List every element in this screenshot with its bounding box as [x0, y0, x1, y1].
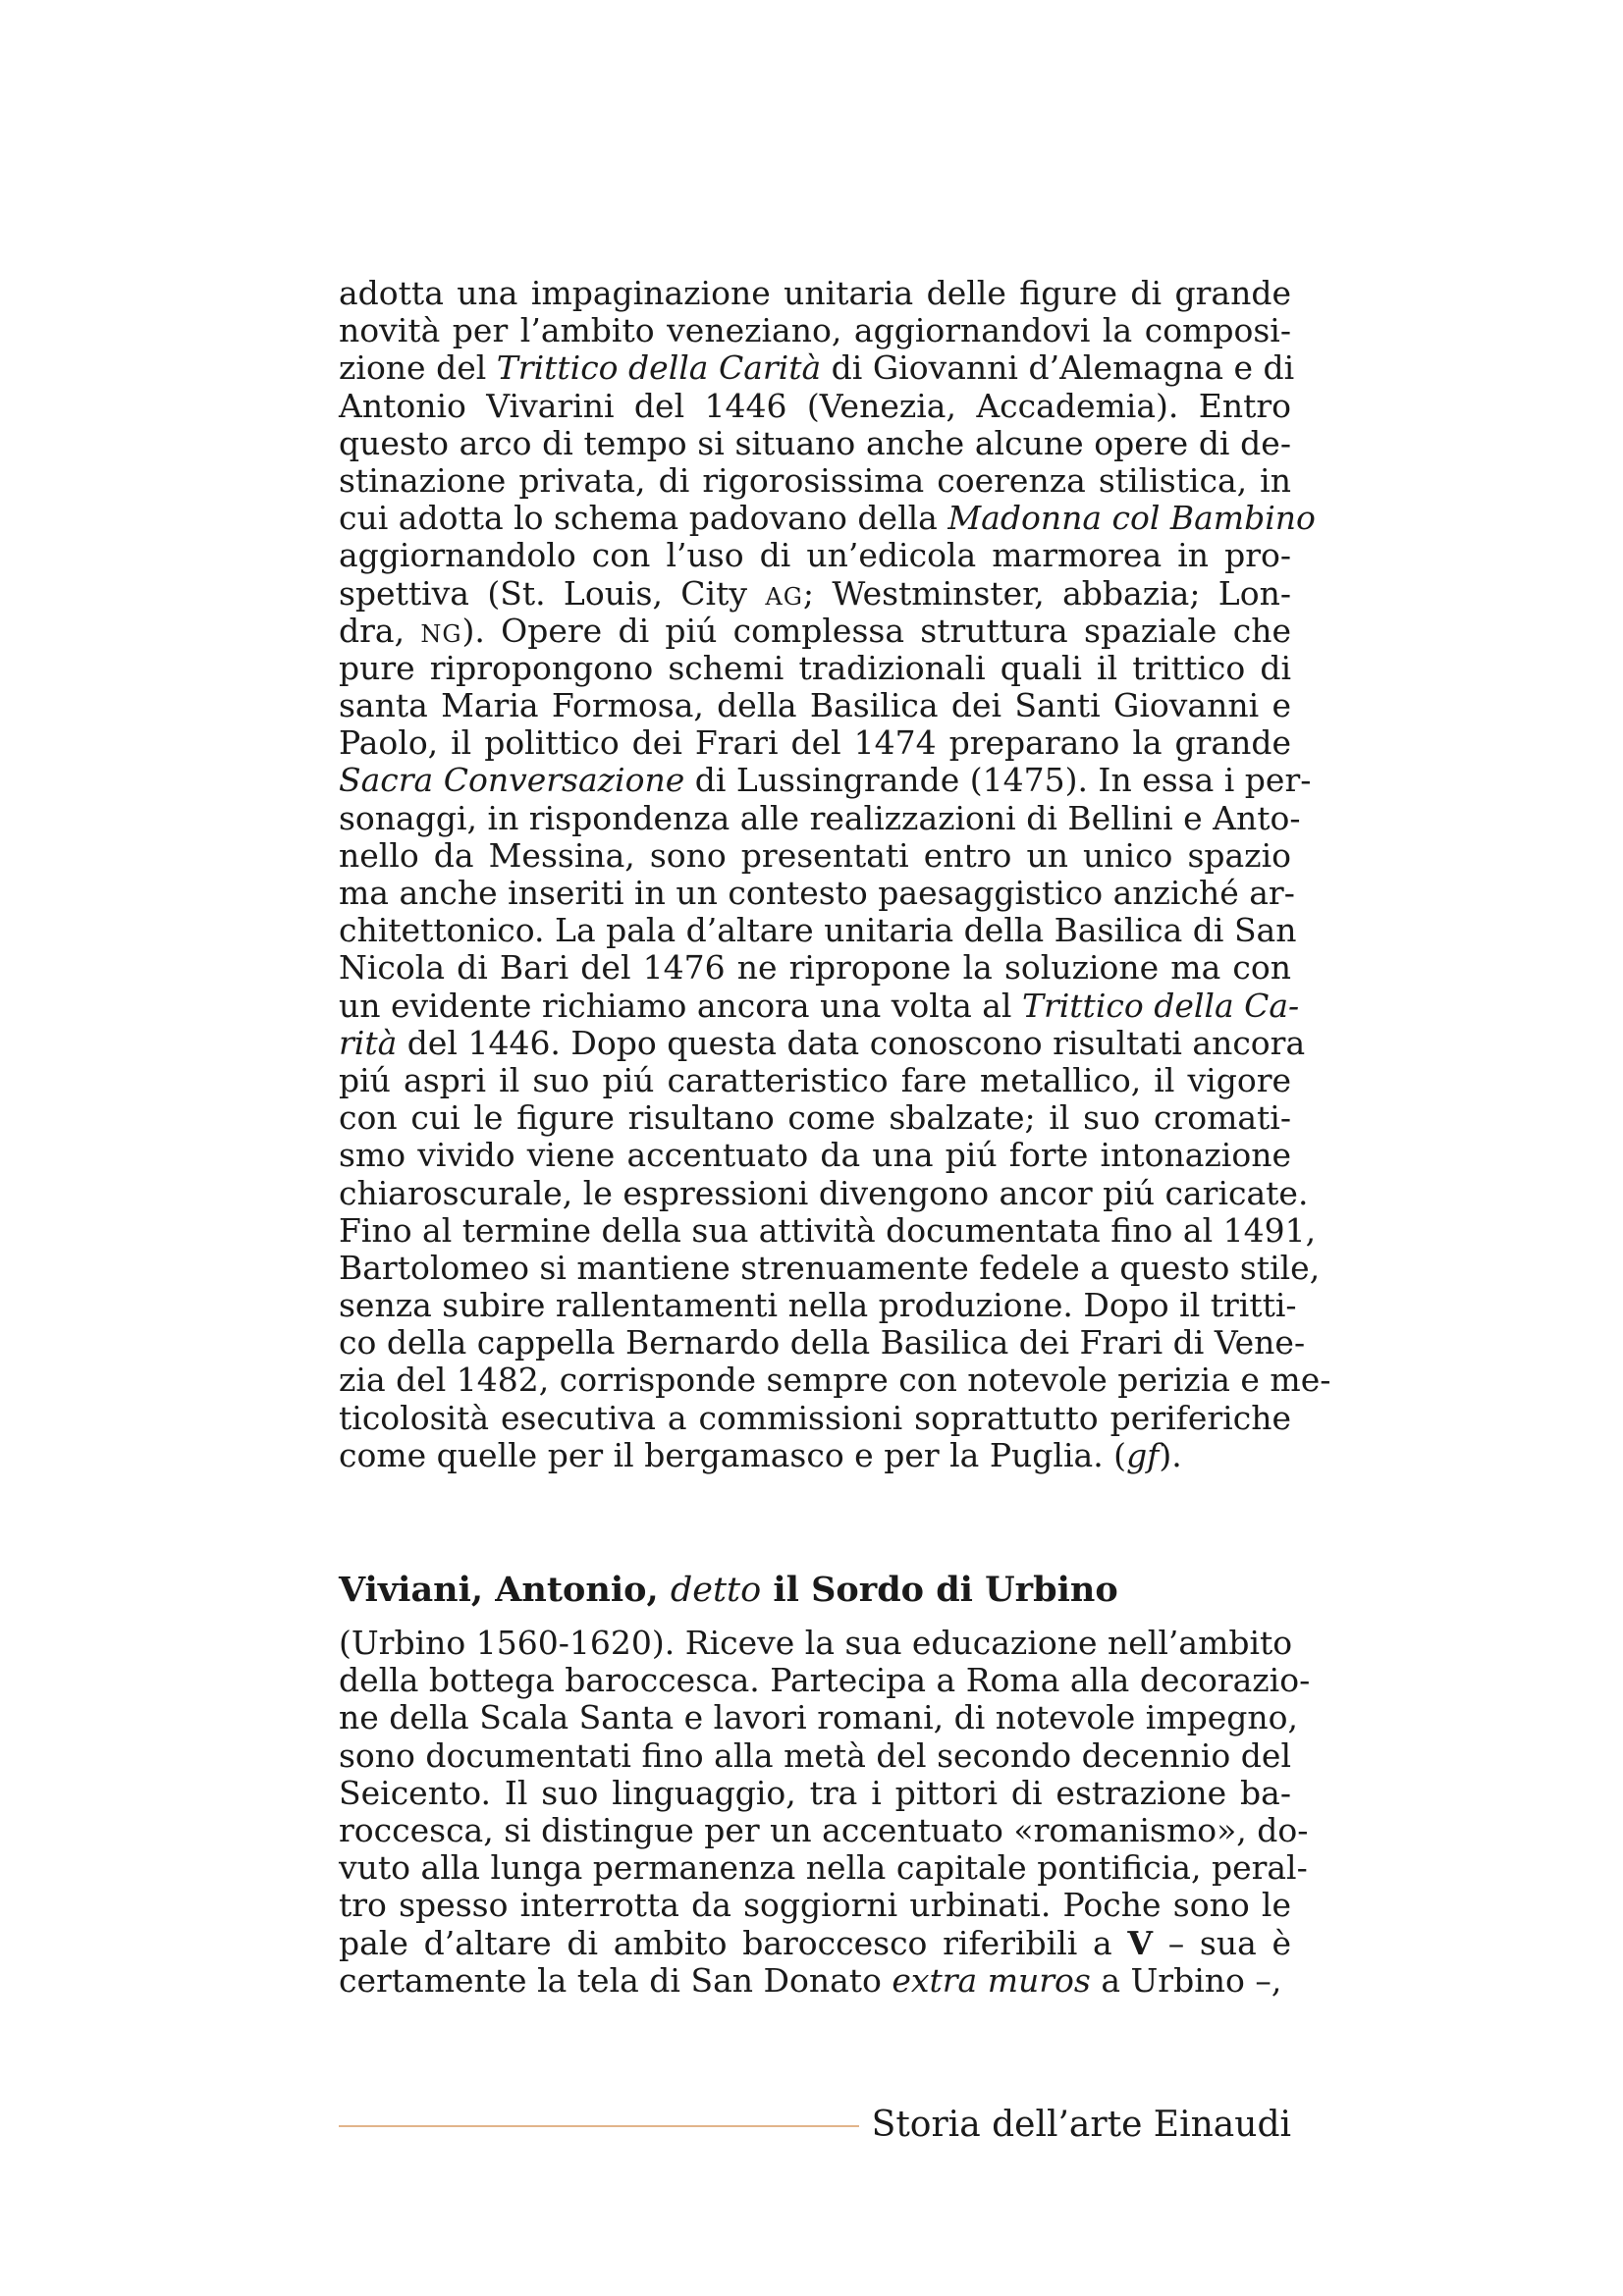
- text-line: [339, 575, 1291, 613]
- text-run: – sua è: [1153, 1923, 1291, 1962]
- text-run: tro spesso interrotta da soggiorni urbinati. Poche sono le: [339, 1886, 1291, 1925]
- text-run: (Urbino 1560-1620). Riceve la sua educazione nell’ambito: [339, 1624, 1293, 1662]
- text-run: co della cappella Bernardo della Basilica dei Frari di Vene-: [339, 1323, 1306, 1362]
- text-run: dra,: [339, 611, 421, 650]
- text-run: aggiornandolo con l’uso di un’edicola marmorea in pro-: [339, 536, 1291, 575]
- text-run: Antonio Vivarini del 1446 (Venezia, Accademia). Entro: [339, 386, 1291, 425]
- text-run: senza subire rallentamenti nella produzione. Dopo il tritti-: [339, 1286, 1297, 1325]
- text-line: [339, 761, 1312, 800]
- text-line: [339, 388, 1291, 425]
- text-run: Nicola di Bari del 1476 ne ripropone la soluzione ma con: [339, 948, 1291, 988]
- text-run: piú aspri il suo piú caratteristico fare metallico, il vigore: [339, 1060, 1291, 1099]
- text-run: vuto alla lunga permanenza nella capitale pontificia, peral-: [339, 1848, 1308, 1888]
- text-run: di Giovanni d’Alemagna e di: [821, 348, 1295, 388]
- italic-run: gf: [1126, 1435, 1160, 1474]
- text-line: [339, 687, 1291, 724]
- text-line: [339, 1323, 1306, 1362]
- italic-run: Trittico della Carità: [496, 348, 822, 388]
- text-line: [339, 462, 1291, 500]
- small-caps-run: AG: [765, 582, 803, 611]
- entry-alias: il Sordo di Urbino: [761, 1570, 1118, 1610]
- text-line: [339, 724, 1291, 762]
- text-line: [339, 1361, 1331, 1400]
- italic-run: Madonna col Bambino: [947, 499, 1316, 538]
- text-line: [339, 650, 1291, 687]
- page-footer: [339, 2101, 1291, 2150]
- text-run: pure ripropongono schemi tradizionali quali il trittico di: [339, 648, 1291, 687]
- text-run: con cui le figure risultano come sbalzate; il suo cromati-: [339, 1098, 1291, 1138]
- text-run: sono documentati fino alla metà del secondo decennio del: [339, 1735, 1291, 1775]
- italic-run: Sacra Conversazione: [339, 761, 685, 800]
- text-run: del 1446. Dopo questa data conoscono risultati ancora: [397, 1023, 1306, 1062]
- text-line: [339, 837, 1291, 875]
- text-run: santa Maria Formosa, della Basilica dei Santi Giovanni e: [339, 686, 1291, 725]
- text-run: ; Westminster, abbazia; Lon-: [802, 573, 1291, 613]
- text-line: [339, 1698, 1299, 1737]
- text-run: ne della Scala Santa e lavori romani, di notevole impegno,: [339, 1698, 1299, 1737]
- text-line: [339, 1962, 1291, 2000]
- text-line: [339, 499, 1316, 538]
- entry-heading: [339, 1569, 1291, 1612]
- text-line: [339, 348, 1295, 388]
- body-text-block-1: [339, 274, 1331, 1474]
- text-run: ). Opere di piú complessa struttura spaziale che: [461, 611, 1291, 650]
- italic-run: rità: [339, 1023, 398, 1062]
- text-run: zione del: [339, 348, 497, 388]
- bold-run: V: [1127, 1923, 1153, 1962]
- text-line: [339, 1775, 1291, 1812]
- text-run: Paolo, il polittico dei Frari del 1474 preparano la grande: [339, 723, 1291, 763]
- text-run: zia del 1482, corrisponde sempre con notevole perizia e me-: [339, 1361, 1331, 1400]
- text-run: pale d’altare di ambito baroccesco riferibili a: [339, 1923, 1128, 1962]
- text-line: [339, 986, 1300, 1025]
- text-run: della bottega baroccesca. Partecipa a Roma alla decorazio-: [339, 1661, 1311, 1700]
- text-line: [339, 798, 1301, 837]
- text-line: [339, 1023, 1306, 1062]
- body-text-block-2: [339, 1624, 1311, 2000]
- text-run: questo arco di tempo si situano anche alcune opere di de-: [339, 423, 1291, 462]
- text-line: [339, 1248, 1321, 1287]
- text-run: roccesca, si distingue per un accentuato «romanismo», do-: [339, 1810, 1309, 1849]
- text-run: chiaroscurale, le espressioni divengono ancor piú caricate.: [339, 1173, 1309, 1212]
- text-run: di Lussingrande (1475). In essa i per-: [684, 761, 1312, 800]
- text-line: [339, 1173, 1309, 1212]
- footer-rule: [339, 2125, 859, 2127]
- text-line: [339, 1286, 1297, 1325]
- text-run: a Urbino –,: [1090, 1960, 1282, 2000]
- text-run: adotta una impaginazione unitaria delle figure di grande: [339, 274, 1291, 312]
- text-line: [339, 275, 1291, 312]
- text-run: stinazione privata, di rigorosissima coerenza stilistica, in: [339, 460, 1291, 500]
- text-line: [339, 537, 1291, 574]
- text-run: spettiva (St. Louis, City: [339, 573, 766, 613]
- text-run: sonaggi, in rispondenza alle realizzazioni di Bellini e Anto-: [339, 798, 1301, 837]
- text-line: [339, 1661, 1311, 1700]
- text-line: [339, 1437, 1291, 1474]
- text-run: un evidente richiamo ancora una volta al: [339, 986, 1022, 1025]
- text-run: certamente la tela di San Donato: [339, 1960, 893, 2000]
- text-run: smo vivido viene accentuato da una piú forte intonazione: [339, 1136, 1291, 1175]
- text-run: novità per l’ambito veneziano, aggiornandovi la composi-: [339, 311, 1291, 350]
- text-run: ma anche inseriti in un contesto paesaggistico anziché ar-: [339, 874, 1295, 912]
- text-line: [339, 1062, 1291, 1099]
- text-line: [339, 613, 1291, 650]
- text-line: [339, 1737, 1291, 1775]
- text-line: [339, 1887, 1291, 1924]
- text-line: [339, 1625, 1291, 1662]
- text-run: come quelle per il bergamasco e per la Puglia. (: [339, 1435, 1127, 1474]
- text-run: cui adotta lo schema padovano della: [339, 499, 948, 538]
- text-run: Seicento. Il suo linguaggio, tra i pittori di estrazione ba-: [339, 1773, 1291, 1812]
- text-line: [339, 911, 1297, 950]
- text-run: Fino al termine della sua attività documentata fino al 1491,: [339, 1210, 1317, 1250]
- text-line: [339, 1099, 1291, 1137]
- text-run: ticolosità esecutiva a commissioni soprattutto periferiche: [339, 1398, 1291, 1437]
- entry-detto: detto: [670, 1571, 762, 1610]
- text-line: [339, 874, 1295, 912]
- text-line: [339, 1400, 1291, 1437]
- text-line: [339, 1848, 1308, 1888]
- text-line: [339, 1925, 1291, 1962]
- entry-name: Viviani, Antonio,: [339, 1570, 671, 1610]
- text-line: [339, 1810, 1309, 1849]
- text-line: [339, 312, 1291, 349]
- text-line: [339, 949, 1291, 987]
- text-line: [339, 425, 1291, 462]
- italic-run: Trittico della Ca-: [1021, 986, 1300, 1025]
- text-run: chitettonico. La pala d’altare unitaria della Basilica di San: [339, 911, 1297, 950]
- text-run: nello da Messina, sono presentati entro un unico spazio: [339, 835, 1291, 875]
- text-line: [339, 1137, 1291, 1174]
- text-run: Bartolomeo si mantiene strenuamente fedele a questo stile,: [339, 1248, 1321, 1287]
- footer-title: Storia dell’arte Einaudi: [871, 2105, 1291, 2145]
- text-line: [339, 1210, 1317, 1250]
- text-run: ).: [1159, 1435, 1182, 1474]
- small-caps-run: NG: [420, 619, 462, 648]
- italic-run: extra muros: [892, 1960, 1091, 2000]
